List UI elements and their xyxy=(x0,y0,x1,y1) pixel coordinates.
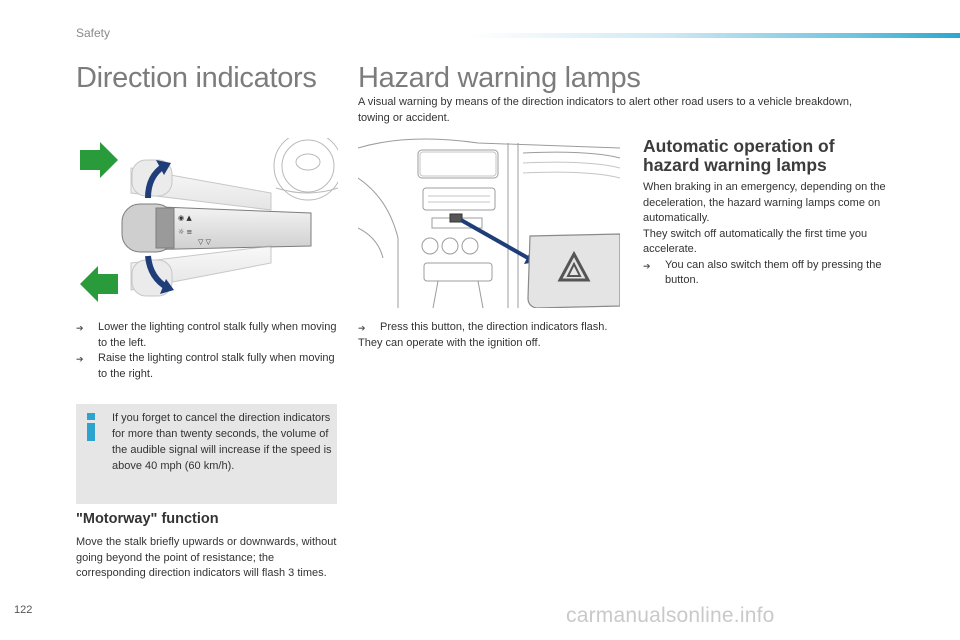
hazard-step xyxy=(358,320,620,336)
svg-text:◉ ▲: ◉ ▲ xyxy=(178,214,192,222)
info-icon xyxy=(86,413,96,441)
bullet-arrow-icon: ➔ xyxy=(643,260,651,271)
stalk-main xyxy=(122,204,311,252)
hazard-steps xyxy=(358,320,620,351)
hazard-intro: A visual warning by means of the direction indicators to alert other road users to a vehicle breakdown, towing or accident. xyxy=(358,96,853,124)
direction-step xyxy=(76,320,338,351)
automatic-para-1: When braking in an emergency, depending on the deceleration, the hazard warning lamps come on automatically. xyxy=(643,181,886,224)
watermark: carmanualsonline.info xyxy=(566,604,775,627)
arrow-left-icon xyxy=(80,266,118,302)
page-title-direction-indicators: Direction indicators xyxy=(76,62,317,94)
bullet-arrow-icon: ➔ xyxy=(76,354,84,364)
indicator-stalk-illustration xyxy=(76,138,338,308)
header-bar xyxy=(470,33,960,38)
direction-step-text: Raise the lighting control stalk fully when moving to the right. xyxy=(98,352,335,380)
bullet-arrow-icon: ➔ xyxy=(358,323,366,333)
automatic-operation-title: Automatic operation of hazard warning lamps xyxy=(643,136,835,175)
bullet-arrow-icon: ➔ xyxy=(76,323,84,333)
automatic-step-text: You can also switch them off by pressing the button. xyxy=(665,258,882,286)
info-text: If you forget to cancel the direction indicators for more than twenty seconds, the volume of the audible signal will increase if the speed is above 40 mph (60 km/h). xyxy=(112,412,332,472)
motorway-function-body: Move the stalk briefly upwards or downwards, without going beyond the point of resistance; the corresponding direction indicators will flash 3 times. xyxy=(76,536,337,579)
direction-step-text: Lower the lighting control stalk fully when moving to the left. xyxy=(98,321,337,349)
page-number: 122 xyxy=(14,604,33,616)
automatic-para-2: They switch off automatically the first time you accelerate. xyxy=(643,227,868,255)
hazard-note: They can operate with the ignition off. xyxy=(358,336,541,349)
section-label: Safety xyxy=(76,26,111,40)
automatic-operation-body xyxy=(643,180,905,289)
svg-text:▽ ▽: ▽ ▽ xyxy=(198,238,211,246)
motorway-function-title: "Motorway" function xyxy=(76,511,219,527)
hazard-button-enlarged xyxy=(528,234,620,308)
arrow-right-icon xyxy=(80,142,118,178)
automatic-step xyxy=(643,258,905,289)
direction-step xyxy=(76,351,338,382)
hazard-button-dashboard-illustration xyxy=(358,138,620,308)
page-title-hazard-warning-lamps: Hazard warning lamps xyxy=(358,62,641,94)
hazard-step-text: Press this button, the direction indicators flash. xyxy=(380,321,608,333)
direction-steps xyxy=(76,320,338,382)
svg-text:☼ ≡: ☼ ≡ xyxy=(178,228,193,236)
